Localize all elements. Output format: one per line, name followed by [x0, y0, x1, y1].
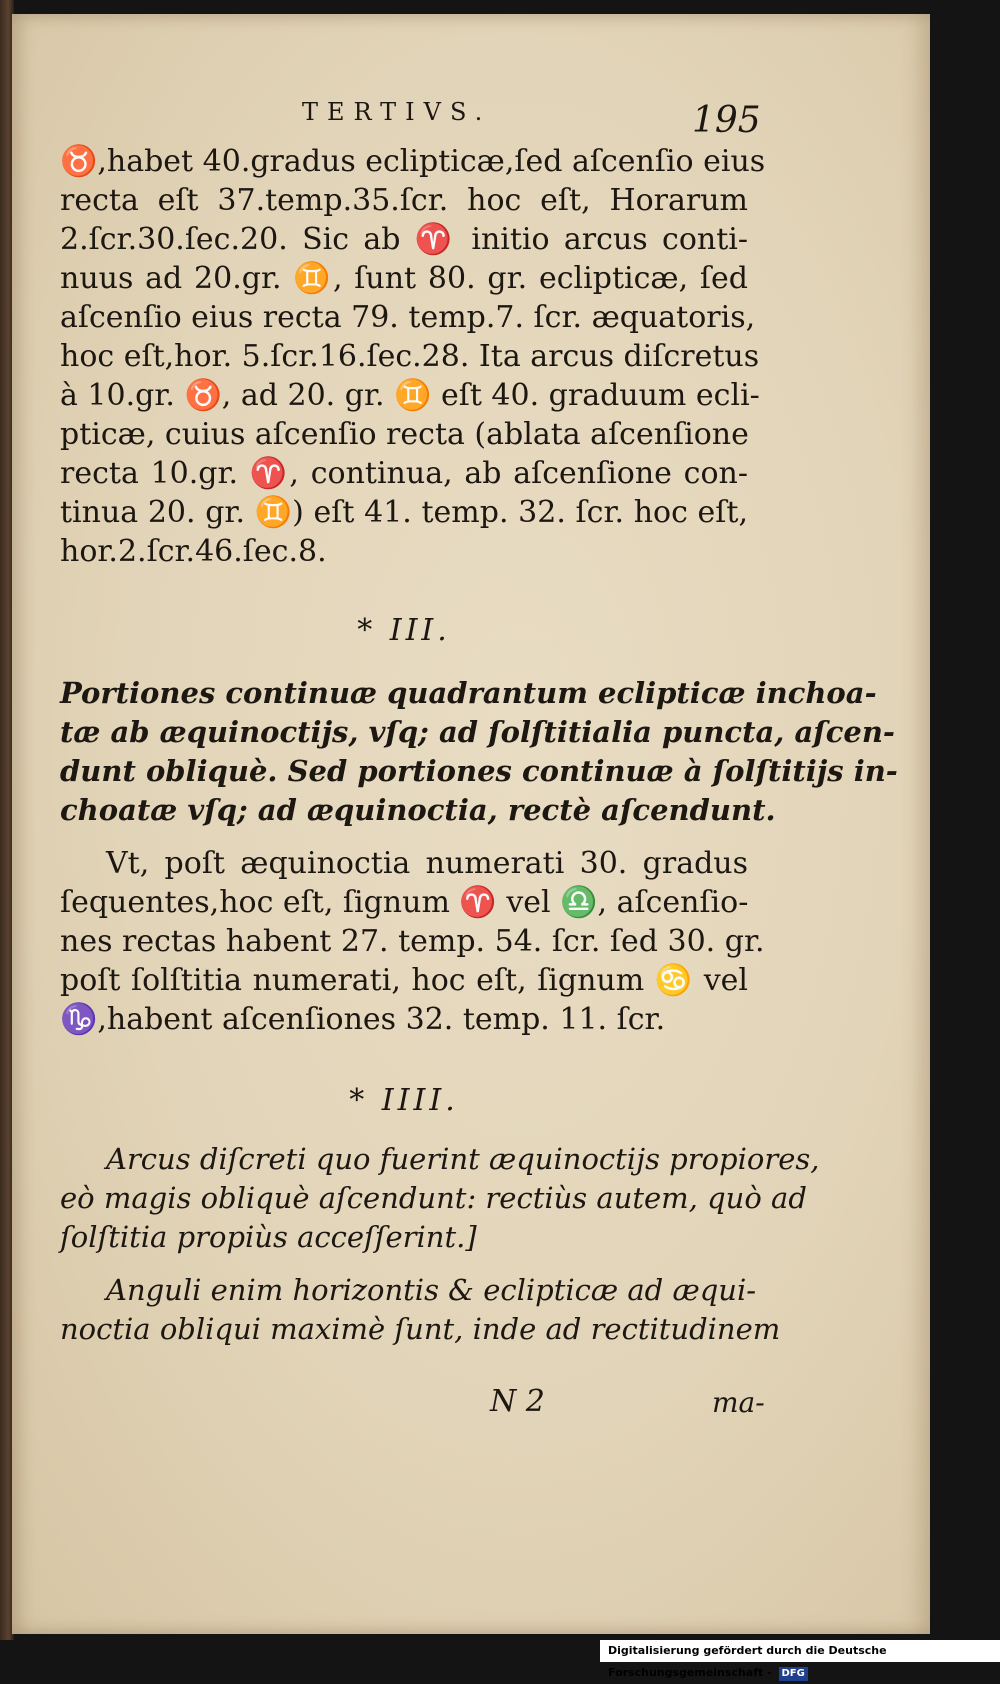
- text-line: hor.2.ſcr.46.ſec.8.: [60, 534, 327, 569]
- page-number: 195: [692, 100, 761, 141]
- signature-mark: N 2: [490, 1384, 545, 1419]
- text-line: Anguli enim horizontis & eclipticæ ad æqui-: [106, 1273, 757, 1307]
- text-line: noctia obliqui maximè ſunt, inde ad rectitudinem: [60, 1312, 781, 1346]
- running-title: TERTIVS.: [302, 98, 492, 126]
- digitization-footer: [600, 1640, 1000, 1679]
- text-line: pticæ, cuius aſcenſio recta (ablata aſcenſione: [60, 417, 749, 452]
- proposition-line: Arcus diſcreti quo fuerint æquinoctijs propiores,: [106, 1142, 820, 1176]
- text-line: poſt ſolſtitia numerati, hoc eſt, ſignum ♋ vel: [60, 963, 748, 998]
- proposition-line: choatæ vſq; ad æquinoctia, rectè aſcendunt.: [60, 793, 776, 827]
- text-line: nuus ad 20.gr. ♊, ſunt 80. gr. eclipticæ, ſed: [60, 261, 748, 296]
- text-line: hoc eſt,hor. 5.ſcr.16.ſec.28. Ita arcus diſcretus: [60, 339, 760, 374]
- text-line: tinua 20. gr. ♊) eſt 41. temp. 32. ſcr. hoc eſt,: [60, 495, 748, 530]
- text-line: ſequentes,hoc eſt, ſignum ♈ vel ♎, aſcenſio-: [60, 885, 749, 920]
- text-line: recta 10.gr. ♈, continua, ab aſcenſione con-: [60, 456, 748, 491]
- explanation-iii: [60, 844, 765, 1039]
- text-line: nes rectas habent 27. temp. 54. ſcr. ſed 30. gr.: [60, 924, 765, 959]
- dfg-logo-icon: DFG: [779, 1667, 808, 1681]
- section-heading-iii: * III.: [357, 613, 451, 648]
- text-line: Vt, poſt æquinoctia numerati 30. gradus: [106, 846, 748, 881]
- text-line: ♑,habent aſcenſiones 32. temp. 11. ſcr.: [60, 1002, 666, 1037]
- proposition-iii: [60, 674, 898, 830]
- text-line: à 10.gr. ♉, ad 20. gr. ♊ eſt 40. graduum ecli-: [60, 378, 760, 413]
- digitization-note: Digitalisierung gefördert durch die Deutsche Forschungsgemeinschaft -: [608, 1644, 887, 1679]
- main-text: [60, 142, 898, 1349]
- proposition-line: dunt obliquè. Sed portiones continuæ à ſolſtitijs in-: [60, 754, 898, 788]
- proposition-line: eò magis obliquè aſcendunt: rectiùs autem, quò ad: [60, 1181, 807, 1215]
- proposition-line: tæ ab æquinoctijs, vſq; ad ſolſtitialia puncta, aſcen-: [60, 715, 895, 749]
- proposition-line: ſolſtitia propiùs acceſſerint.]: [60, 1220, 477, 1254]
- section-heading-iiii: * IIII.: [349, 1083, 459, 1118]
- text-line: 2.ſcr.30.ſec.20. Sic ab ♈ initio arcus conti-: [60, 222, 748, 257]
- text-line: ♉,habet 40.gradus eclipticæ,ſed aſcenſio eius: [60, 144, 766, 179]
- proposition-iiii: [60, 1140, 820, 1257]
- explanation-iiii: [60, 1271, 781, 1349]
- proposition-line: Portiones continuæ quadrantum eclipticæ inchoa-: [60, 676, 877, 710]
- text-line: recta eſt 37.temp.35.ſcr. hoc eſt, Horarum: [60, 183, 748, 218]
- paragraph-continuation: [60, 142, 766, 571]
- text-line: aſcenſio eius recta 79. temp.7. ſcr. æquatoris,: [60, 300, 756, 335]
- catchword: ma-: [712, 1386, 765, 1419]
- book-page: [12, 14, 930, 1634]
